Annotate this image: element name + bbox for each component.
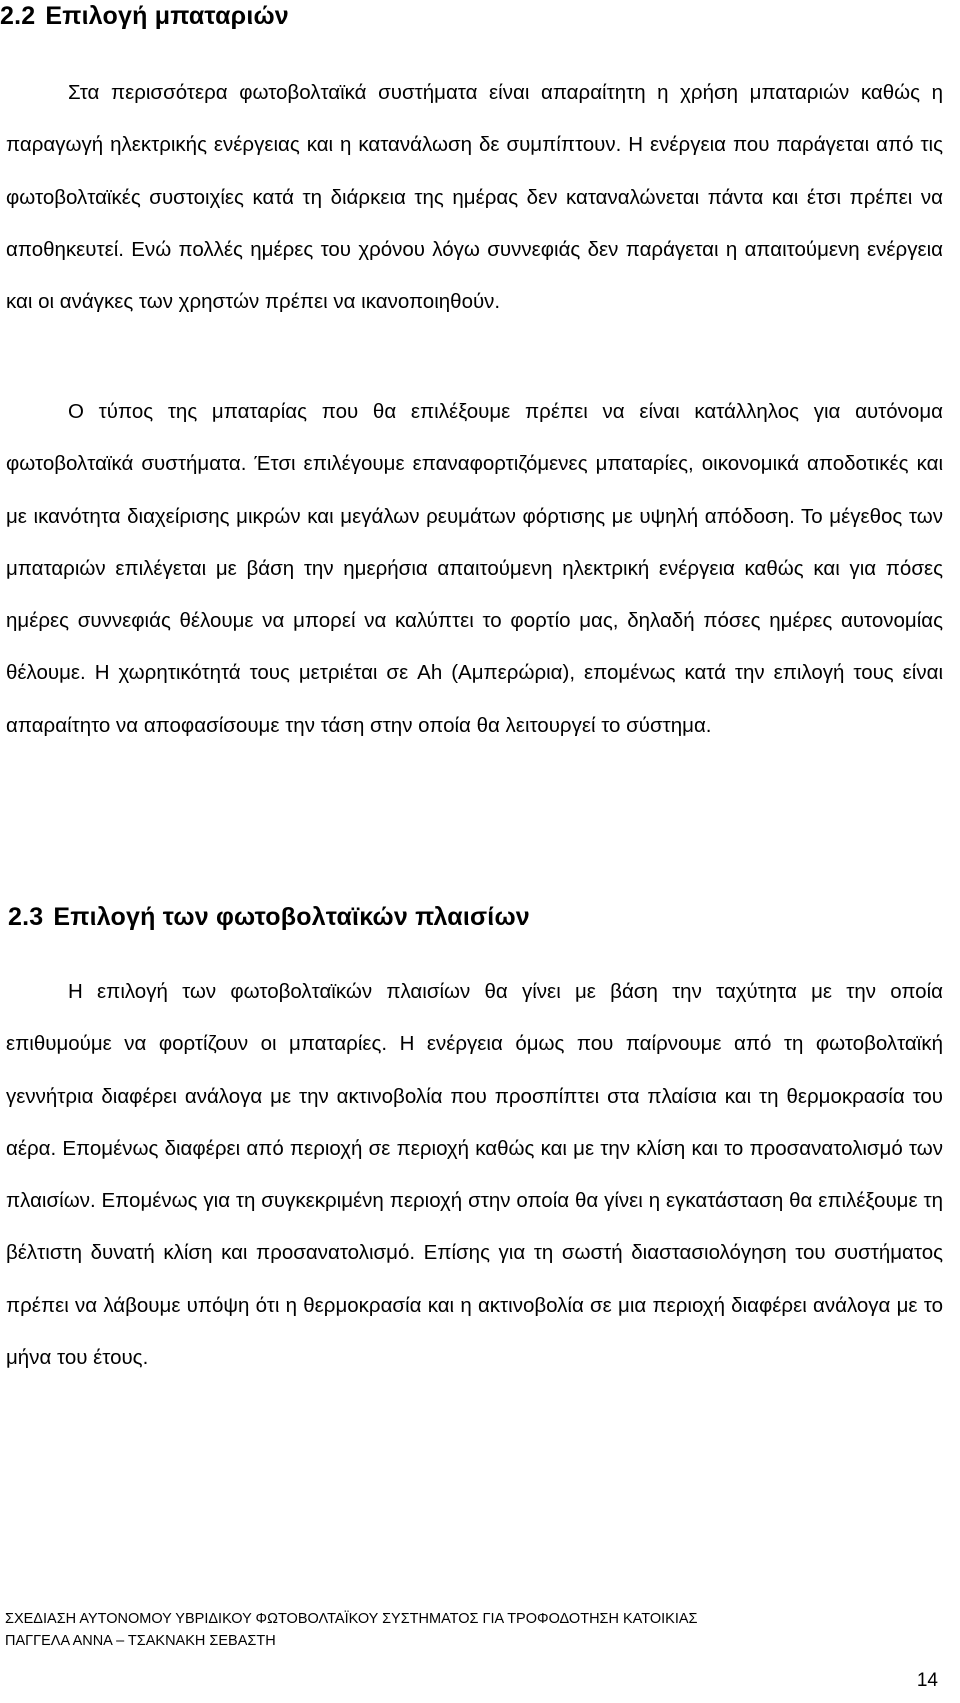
section-number: 2.3 bbox=[8, 903, 44, 931]
section-heading-2-3 bbox=[8, 903, 530, 932]
section-title: Επιλογή των φωτοβολταϊκών πλαισίων bbox=[53, 903, 530, 931]
paragraph: Στα περισσότερα φωτοβολταϊκά συστήματα είναι απαραίτητη η χρήση μπαταριών καθώς η παραγωγή ηλεκτρικής ενέργειας και η κατανάλωση δε συμπίπτουν. Η ενέργεια που παράγεται από τις φωτοβολταϊκές συστοιχίες κατά τη διάρκεια της ημέρας δεν καταναλώνεται πάντα και έτσι πρέπει να αποθηκευτεί. Ενώ πολλές ημέρες του χρόνου λόγω συννεφιάς δεν παράγεται η απαιτούμενη ενέργεια και οι ανάγκες των χρηστών πρέπει να ικανοποιηθούν. bbox=[6, 81, 943, 314]
section-heading-2-2 bbox=[0, 2, 289, 31]
section-number: 2.2 bbox=[0, 2, 36, 30]
section-title: Επιλογή μπαταριών bbox=[45, 2, 289, 30]
page-number: 14 bbox=[916, 1670, 938, 1691]
paragraph: Ο τύπος της μπαταρίας που θα επιλέξουμε πρέπει να είναι κατάλληλος για αυτόνομα φωτοβολταϊκά συστήματα. Έτσι επιλέγουμε επαναφορτιζόμενες μπαταρίες, οικονομικά αποδοτικές και με ικανότητα διαχείρισης μικρών και μεγάλων ρευμάτων φόρτισης με υψηλή απόδοση. Το μέγεθος των μπαταριών επιλέγεται με βάση την ημερήσια απαιτούμενη ηλεκτρική ενέργεια καθώς και για πόσες ημέρες συννεφιάς θέλουμε να μπορεί να καλύπτει το φορτίο μας, δηλαδή πόσες ημέρες αυτονομίας θέλουμε. Η χωρητικότητά τους μετριέται σε Ah (Αμπερώρια), επομένως κατά την επιλογή τους είναι απαραίτητο να αποφασίσουμε την τάση στην οποία θα λειτουργεί το σύστημα. bbox=[6, 400, 943, 737]
paragraph: Η επιλογή των φωτοβολταϊκών πλαισίων θα γίνει με βάση την ταχύτητα με την οποία επιθυμούμε να φορτίζουν οι μπαταρίες. Η ενέργεια όμως που παίρνουμε από τη φωτοβολταϊκή γεννήτρια διαφέρει ανάλογα με την ακτινοβολία που προσπίπτει στα πλαίσια και τη θερμοκρασία του αέρα. Επομένως διαφέρει από περιοχή σε περιοχή καθώς και με την κλίση και το προσανατολισμό των πλαισίων. Επομένως για τη συγκεκριμένη περιοχή στην οποία θα γίνει η εγκατάσταση θα επιλέξουμε τη βέλτιστη δυνατή κλίση και προσανατολισμό. Επίσης για τη σωστή διαστασιολόγηση του συστήματος πρέπει να λάβουμε υπόψη ότι η θερμοκρασία και η ακτινοβολία σε μια περιοχή διαφέρει ανάλογα με το μήνα του έτους. bbox=[6, 980, 943, 1370]
page-footer bbox=[5, 1608, 698, 1652]
footer-authors: ΠΑΓΓΕΛΑ ΑΝΝΑ – ΤΣΑΚΝΑΚΗ ΣΕΒΑΣΤΗ bbox=[5, 1633, 276, 1649]
footer-thesis-title: ΣΧΕΔΙΑΣΗ ΑΥΤΟΝΟΜΟΥ ΥΒΡΙΔΙΚΟΥ ΦΩΤΟΒΟΛΤΑΪΚΟΥ ΣΥΣΤΗΜΑΤΟΣ ΓΙΑ ΤΡΟΦΟΔΟΤΗΣΗ ΚΑΤΟΙΚΙΑΣ bbox=[5, 1611, 698, 1627]
